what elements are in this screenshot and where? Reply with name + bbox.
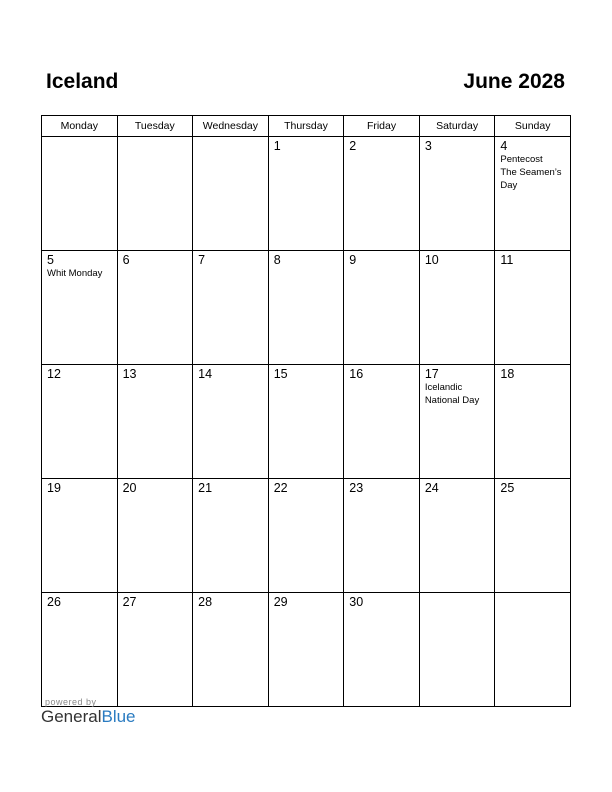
day-cell bbox=[419, 137, 495, 251]
day-number: 15 bbox=[273, 367, 288, 381]
day-cell bbox=[42, 479, 118, 593]
holiday-label: Whit Monday bbox=[47, 268, 103, 279]
day-cell bbox=[268, 479, 344, 593]
day-number: 1 bbox=[273, 139, 281, 153]
day-cell bbox=[42, 593, 118, 707]
day-number: 12 bbox=[47, 367, 61, 381]
day-number: 14 bbox=[198, 367, 213, 381]
day-number: 13 bbox=[122, 367, 137, 381]
day-number: 11 bbox=[500, 253, 514, 267]
week-row bbox=[42, 137, 571, 251]
day-number: 5 bbox=[47, 253, 54, 267]
day-cell bbox=[268, 593, 344, 707]
day-number: 2 bbox=[349, 139, 357, 153]
brand-logo bbox=[41, 708, 136, 726]
day-cell bbox=[42, 137, 118, 251]
day-cell bbox=[344, 479, 420, 593]
day-cell bbox=[117, 137, 193, 251]
day-number: 7 bbox=[198, 253, 206, 267]
day-cell bbox=[419, 251, 495, 365]
powered-by-text: powered by bbox=[45, 697, 97, 707]
day-number: 4 bbox=[500, 139, 508, 153]
holiday-label: The Seamen’s Day bbox=[500, 167, 562, 191]
day-cell bbox=[419, 479, 495, 593]
day-cell bbox=[344, 137, 420, 251]
holiday-label: Pentecost bbox=[500, 154, 543, 165]
day-cell bbox=[117, 365, 193, 479]
day-cell bbox=[495, 593, 571, 707]
week-row bbox=[42, 479, 571, 593]
weekday-header: Tuesday bbox=[117, 116, 193, 137]
day-cell bbox=[193, 479, 269, 593]
day-number: 27 bbox=[122, 595, 137, 609]
day-number: 29 bbox=[273, 595, 288, 609]
day-number: 30 bbox=[349, 595, 364, 609]
weekday-header: Monday bbox=[42, 116, 118, 137]
week-row bbox=[42, 365, 571, 479]
weekday-header: Wednesday bbox=[193, 116, 269, 137]
weekday-header: Friday bbox=[344, 116, 420, 137]
week-row bbox=[42, 593, 571, 707]
day-number: 10 bbox=[424, 253, 439, 267]
day-number: 3 bbox=[424, 139, 432, 153]
brand-blue: Blue bbox=[101, 707, 136, 726]
day-cell bbox=[495, 479, 571, 593]
weekday-header: Saturday bbox=[419, 116, 495, 137]
day-cell bbox=[193, 365, 269, 479]
day-cell bbox=[117, 479, 193, 593]
day-number: 16 bbox=[349, 367, 364, 381]
country-title: Iceland bbox=[46, 70, 119, 93]
day-cell bbox=[42, 251, 118, 365]
day-cell bbox=[419, 365, 495, 479]
day-number: 18 bbox=[500, 367, 515, 381]
day-number: 17 bbox=[424, 367, 439, 381]
weekday-header: Thursday bbox=[268, 116, 344, 137]
weekday-header-row bbox=[42, 116, 571, 137]
day-number: 19 bbox=[47, 481, 61, 495]
calendar-body bbox=[42, 137, 571, 707]
day-number: 21 bbox=[198, 481, 213, 495]
day-number: 9 bbox=[349, 253, 357, 267]
day-cell bbox=[495, 365, 571, 479]
holiday-label: Icelandic National Day bbox=[424, 382, 480, 406]
day-number: 28 bbox=[198, 595, 213, 609]
day-cell bbox=[268, 365, 344, 479]
day-cell bbox=[193, 137, 269, 251]
day-cell bbox=[42, 365, 118, 479]
day-number: 20 bbox=[122, 481, 137, 495]
day-cell bbox=[495, 137, 571, 251]
day-number: 6 bbox=[122, 253, 130, 267]
day-number: 26 bbox=[47, 595, 61, 609]
day-cell bbox=[344, 593, 420, 707]
day-cell bbox=[344, 365, 420, 479]
calendar-grid bbox=[41, 115, 571, 707]
brand-general: General bbox=[41, 707, 102, 726]
day-cell bbox=[117, 593, 193, 707]
week-row bbox=[42, 251, 571, 365]
day-cell bbox=[193, 251, 269, 365]
day-cell bbox=[495, 251, 571, 365]
day-cell bbox=[268, 137, 344, 251]
day-cell bbox=[193, 593, 269, 707]
day-cell bbox=[344, 251, 420, 365]
day-cell bbox=[419, 593, 495, 707]
day-number: 24 bbox=[424, 481, 439, 495]
footer-branding bbox=[41, 697, 136, 726]
day-number: 23 bbox=[349, 481, 364, 495]
day-number: 25 bbox=[500, 481, 515, 495]
day-number: 8 bbox=[273, 253, 281, 267]
weekday-header: Sunday bbox=[495, 116, 571, 137]
day-number: 22 bbox=[273, 481, 288, 495]
month-title: June 2028 bbox=[463, 70, 565, 93]
day-cell bbox=[117, 251, 193, 365]
day-cell bbox=[268, 251, 344, 365]
